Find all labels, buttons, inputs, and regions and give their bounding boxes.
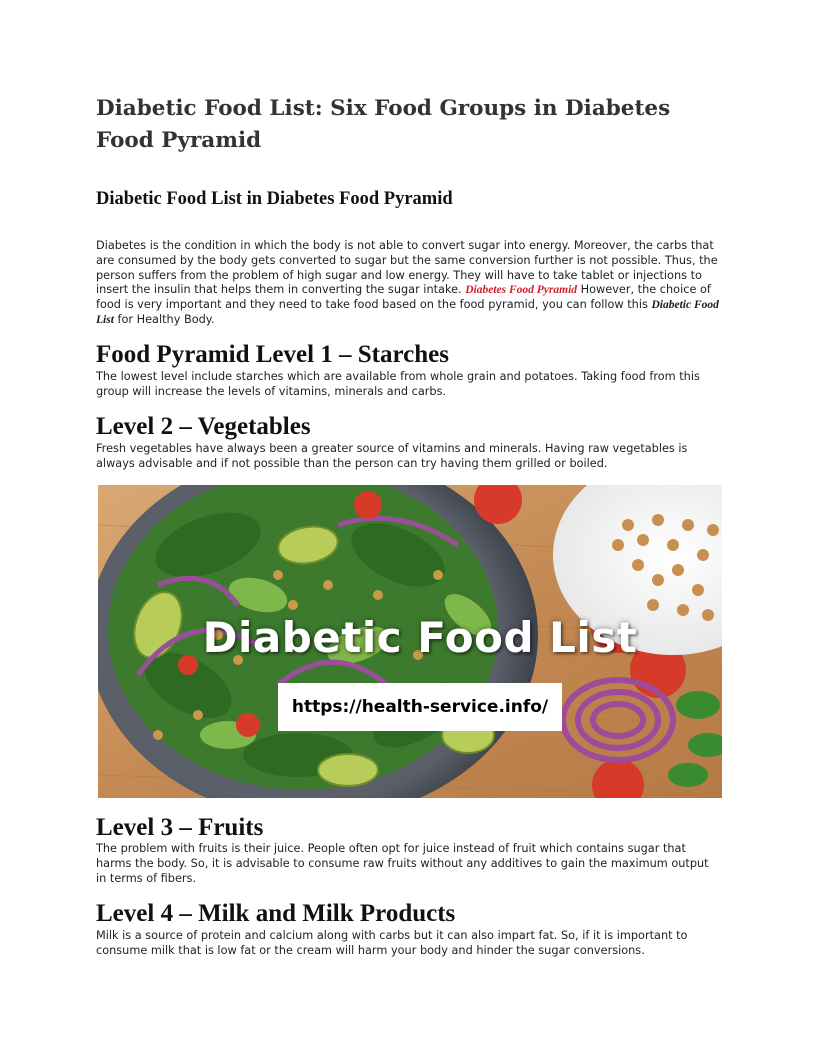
intro-paragraph xyxy=(96,239,722,328)
section-body-level-1: The lowest level include starches which are available from whole grain and potatoes. Taking food from this group will increase the levels of vitamins, minerals and carbs. xyxy=(96,370,700,398)
hero-image xyxy=(98,485,722,798)
section-body-level-4: Milk is a source of protein and calcium along with carbs but it can also impart fat. So, if it is important to consume milk that is low fat or the cream will harm your body and hinder the sugar conversions. xyxy=(96,929,688,957)
hero-overlay-url: https://health-service.info/ xyxy=(278,683,562,731)
section-heading-level-2: Level 2 – Vegetables xyxy=(96,413,311,440)
diabetic-food-list-link[interactable]: Diabetic Food List xyxy=(96,299,719,326)
intro-text-before: Diabetes is the condition in which the body is not able to convert sugar into energy. Moreover, the carbs that are consumed by the body gets converted to sugar but the same conversion further is not possible. Thus, the person suffers from the problem of high sugar and low energy. They will have to take tablet or injections to insert the insulin that helps them in converting the sugar intake. xyxy=(96,239,718,297)
page-title: Diabetic Food List: Six Food Groups in Diabetes Food Pyramid xyxy=(96,96,671,153)
hero-overlay-title: Diabetic Food List xyxy=(202,613,638,662)
section-heading-level-4: Level 4 – Milk and Milk Products xyxy=(96,900,456,927)
section-heading-level-1: Food Pyramid Level 1 – Starches xyxy=(96,341,449,368)
section-body-level-2: Fresh vegetables have always been a greater source of vitamins and minerals. Having raw vegetables is always advisable and if not possible than the person can try having them grilled or boiled. xyxy=(96,442,688,470)
diabetes-food-pyramid-link[interactable]: Diabetes Food Pyramid xyxy=(465,284,578,297)
section-body-level-3: The problem with fruits is their juice. People often opt for juice instead of fruit which contains sugar that harms the body. So, it is advisable to consume raw fruits without any additives to gain the maximum output in terms of fibers. xyxy=(96,842,709,885)
page-subtitle: Diabetic Food List in Diabetes Food Pyramid xyxy=(96,189,453,209)
intro-text-middle: However, the choice of food is very important and they need to take food based on the food pyramid, you can follow this xyxy=(96,283,711,312)
intro-text-after: for Healthy Body. xyxy=(113,312,215,326)
section-heading-level-3: Level 3 – Fruits xyxy=(96,814,264,841)
